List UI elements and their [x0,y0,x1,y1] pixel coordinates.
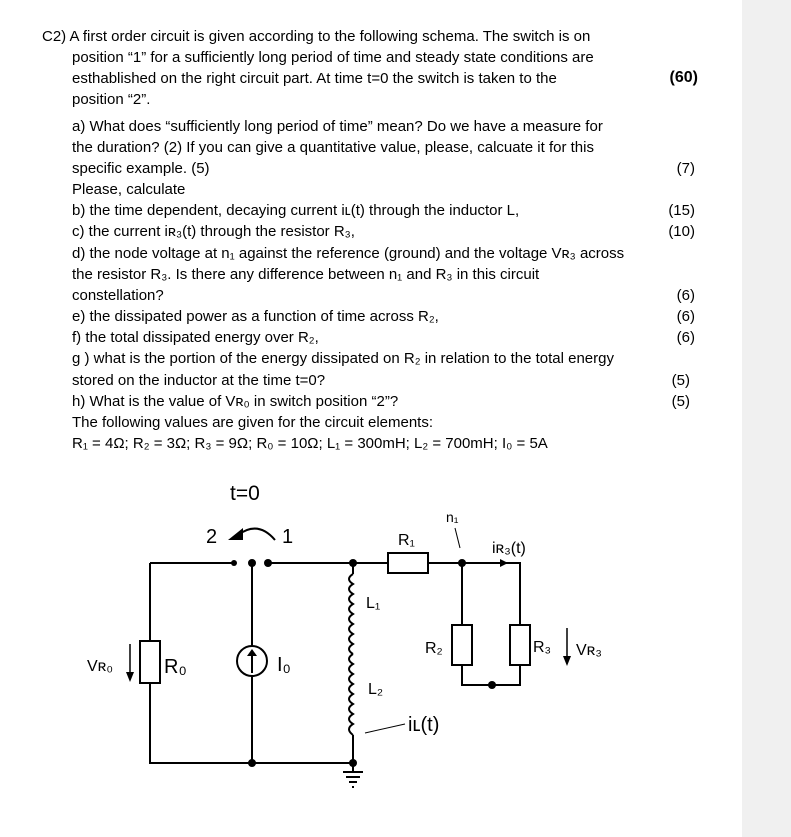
switch-arrow-icon [228,528,243,540]
question-g-line: g ) what is the portion of the energy dissipated on R₂ in relation to the total energy [72,350,614,367]
r3-label: R₃ [533,639,552,656]
given-values-line: R₁ = 4Ω; R₂ = 3Ω; R₃ = 9Ω; R₀ = 10Ω; L₁ = 300mH; L₂ = 700mH; I₀ = 5A [72,435,548,452]
problem-line: position “1” for a sufficiently long period of time and steady state conditions are [72,49,594,66]
points-c: (10) [668,223,695,240]
inductor-l1 [349,574,353,654]
il-label: iʟ(t) [408,714,440,736]
switch-pos-2-label: 2 [206,526,218,548]
question-g-line: stored on the inductor at the time t=0? [72,372,326,389]
right-gutter [742,0,791,837]
ground-icon [343,772,363,787]
question-a-line: a) What does “sufficiently long period of time” mean? Do we have a measure for [72,118,603,135]
question-e-line: e) the dissipated power as a function of time across R₂, [72,308,439,325]
points-h: (5) [671,393,690,410]
vr3-label: Vʀ₃ [576,642,602,659]
node-dot [248,559,256,567]
question-a-line: the duration? (2) If you can give a quantitative value, please, calcuate it for this [72,139,594,156]
node-dot [349,759,357,767]
resistor-r3 [510,625,530,665]
switch-time-label: t=0 [230,482,260,505]
node-dot [458,559,466,567]
switch-pos-1-label: 1 [282,526,294,548]
question-d-line: constellation? [72,287,164,304]
inductor-l2 [349,654,353,735]
question-d-line: the resistor R₃. Is there any difference between n₁ and R₃ in this circuit [72,266,540,283]
question-f-line: f) the total dissipated energy over R₂, [72,329,319,346]
points-g: (5) [671,372,690,389]
question-a-line: specific example. (5) [72,160,210,177]
points-a: (7) [676,160,695,177]
l2-label: L₂ [368,681,384,698]
circuit-diagram [0,470,742,837]
node-dot [488,681,496,689]
node-n1-label: n₁ [446,509,459,525]
i0-label: I₀ [277,654,291,676]
question-c-line: c) the current iʀ₃(t) through the resistor R₃, [72,223,355,240]
switch-arm [238,529,275,540]
points-e: (6) [676,308,695,325]
instruction-line: Please, calculate [72,181,186,198]
r1-label: R₁ [398,532,415,549]
resistor-r0 [140,641,160,683]
node-dot [248,759,256,767]
points-b: (15) [668,202,695,219]
question-h-line: h) What is the value of Vʀ₀ in switch position “2”? [72,393,399,410]
resistor-r2 [452,625,472,665]
problem-line: position “2”. [72,91,151,108]
resistor-r1 [388,553,428,573]
node-dot [349,559,357,567]
r2-label: R₂ [425,640,443,657]
l1-label: L₁ [366,595,381,612]
wire [428,563,520,625]
points-d: (6) [676,287,695,304]
problem-line: esthablished on the right circuit part. At time t=0 the switch is taken to the [72,70,557,87]
vr0-label: Vʀ₀ [87,658,113,675]
given-values-heading: The following values are given for the circuit elements: [72,414,434,431]
question-b-line: b) the time dependent, decaying current iʟ(t) through the inductor L, [72,202,520,219]
total-points: (60) [669,69,698,86]
r0-label: R₀ [164,656,187,678]
points-f: (6) [676,329,695,346]
node-dot [264,559,272,567]
question-d-line: d) the node voltage at n₁ against the reference (ground) and the voltage Vʀ₃ across [72,245,625,262]
ir3-label: iʀ₃(t) [492,540,526,557]
problem-line: C2) A first order circuit is given according to the following schema. The switch is on [42,28,591,45]
